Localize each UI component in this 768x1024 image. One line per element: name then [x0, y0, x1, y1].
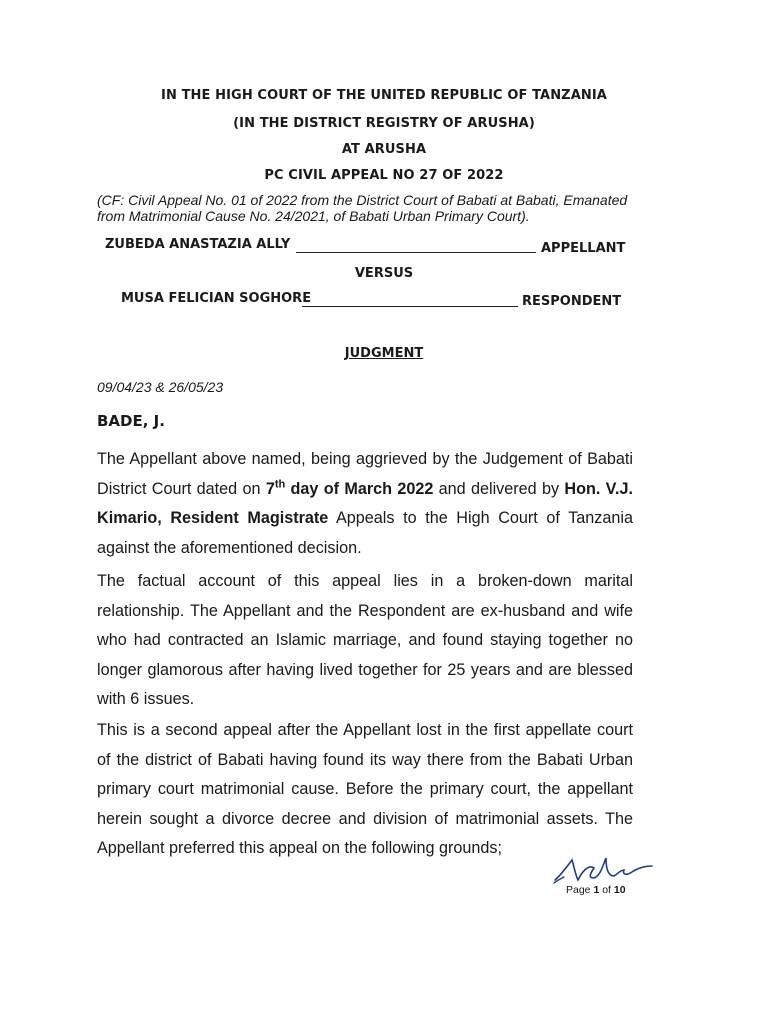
page-label: Page: [566, 884, 594, 896]
para1-date-rest: day of March 2022: [285, 479, 434, 498]
registry-line: (IN THE DISTRICT REGISTRY OF ARUSHA): [233, 116, 535, 131]
paragraph-3: This is a second appeal after the Appellant lost in the first appellate court of the district of Babati having found its way there from the Babati Urban primary court matrimonial cause. Before the primary court, the appellant herein sought a divorce decree and division of matrimonial assets. The Appellant preferred this appeal on the following grounds;: [97, 721, 633, 858]
judgment-heading: JUDGMENT: [344, 346, 424, 361]
para1-text-2: and delivered by: [433, 479, 565, 498]
cf-note: (CF: Civil Appeal No. 01 of 2022 from the District Court of Babati at Babati, Emanated from Matrimonial Cause No. 24/2021, of Babati Urban Primary Court).: [97, 192, 628, 224]
appellant-role: APPELLANT: [541, 241, 626, 256]
page-of: of: [599, 884, 614, 896]
hearing-dates: 09/04/23 & 26/05/23: [97, 379, 224, 395]
para1-text-1: The Appellant above named, being aggrieved by the Judgement of Babati District Court dated on: [97, 450, 633, 498]
paragraph-2: The factual account of this appeal lies in a broken-down marital relationship. The Appellant and the Respondent are ex-husband and wife who had contracted an Islamic marriage, and found staying together no longer glamorous after having lived together for 25 years and are blessed with 6 issues.: [97, 572, 633, 709]
page-number: [566, 884, 626, 896]
place-line: AT ARUSHA: [341, 142, 427, 157]
respondent-underline: [302, 306, 518, 307]
para1-bold-day: [266, 480, 434, 498]
respondent-role: RESPONDENT: [522, 294, 622, 309]
para1-day-number: 7: [265, 479, 275, 498]
page-current: 1: [593, 884, 600, 896]
court-title: IN THE HIGH COURT OF THE UNITED REPUBLIC OF TANZANIA: [161, 88, 607, 103]
judge-name: BADE, J.: [97, 412, 165, 430]
appellant-name: ZUBEDA ANASTAZIA ALLY: [105, 237, 291, 252]
appellant-underline: [296, 252, 536, 253]
versus-label: VERSUS: [354, 266, 414, 281]
para1-text-3: Appeals to the High Court of Tanzania against the aforementioned decision.: [97, 509, 633, 557]
para1-magistrate: Hon. V.J. Kimario, Resident Magistrate: [97, 479, 633, 528]
paragraph-1: [97, 445, 633, 563]
page-total: 10: [613, 884, 626, 896]
case-number: PC CIVIL APPEAL NO 27 OF 2022: [264, 168, 504, 183]
respondent-name: MUSA FELICIAN SOGHORE: [121, 291, 312, 306]
para1-day-suffix: th: [274, 478, 286, 491]
